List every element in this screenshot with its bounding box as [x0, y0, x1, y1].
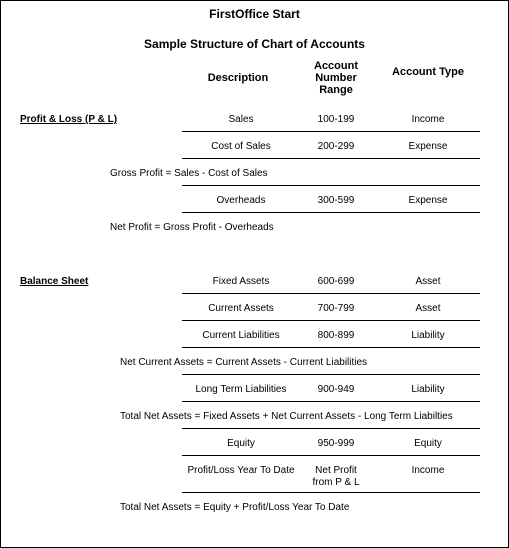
row-divider [182, 401, 480, 402]
bs-row-range: 800-899 [317, 330, 355, 341]
formula-net-current-assets: Net Current Assets = Current Assets - Current Liabilities [120, 357, 368, 368]
bs-row-range: 700-799 [317, 303, 355, 314]
bs-row-description: Current Assets [208, 303, 274, 314]
row-divider [182, 428, 480, 429]
formula-net-profit: Net Profit = Gross Profit - Overheads [110, 222, 274, 233]
column-header-account-type: Account Type [392, 66, 464, 78]
formula-total-net-assets-equity: Total Net Assets = Equity + Profit/Loss Year To Date [120, 502, 350, 513]
pl-row-description: Cost of Sales [211, 141, 271, 152]
section-label-balance-sheet: Balance Sheet [20, 276, 89, 287]
bs-row-description: Equity [227, 438, 255, 449]
bs-row-type: Income [411, 465, 445, 476]
row-divider [182, 455, 480, 456]
pl-row-description: Overheads [216, 195, 266, 206]
bs-row-type: Asset [415, 276, 441, 287]
row-divider [182, 158, 480, 159]
row-divider [182, 131, 480, 132]
row-divider [182, 374, 480, 375]
section-label-profit-loss: Profit & Loss (P & L) [20, 114, 118, 125]
bs-row-type: Equity [414, 438, 442, 449]
row-divider [182, 293, 480, 294]
bs-row-description: Current Liabilities [202, 330, 280, 341]
row-divider [182, 347, 480, 348]
bs-row-range: 950-999 [317, 438, 355, 449]
bs-row-description: Fixed Assets [212, 276, 270, 287]
bs-row-description: Profit/Loss Year To Date [187, 465, 295, 476]
page-title: FirstOffice Start [209, 7, 300, 21]
bs-row-type: Asset [415, 303, 441, 314]
page-subtitle: Sample Structure of Chart of Accounts [144, 37, 365, 51]
formula-total-net-assets: Total Net Assets = Fixed Assets + Net Current Assets - Long Term Liabilties [120, 411, 453, 422]
row-divider [182, 212, 480, 213]
column-header-description: Description [207, 72, 269, 84]
row-divider [182, 492, 480, 493]
row-divider [182, 185, 480, 186]
pl-row-range: 100-199 [317, 114, 355, 125]
pl-row-range: 200-299 [317, 141, 355, 152]
bs-row-type: Liability [411, 330, 445, 341]
pl-row-description: Sales [228, 114, 254, 125]
formula-gross-profit: Gross Profit = Sales - Cost of Sales [110, 168, 268, 179]
column-header-account-number-range: Account Number Range [314, 60, 358, 96]
bs-row-range: 600-699 [317, 276, 355, 287]
bs-row-type: Liability [411, 384, 445, 395]
bs-row-range: 900-949 [317, 384, 355, 395]
bs-row-range: Net Profit from P & L [312, 465, 360, 488]
pl-row-type: Expense [408, 195, 448, 206]
pl-row-type: Income [411, 114, 445, 125]
bs-row-description: Long Term Liabilities [195, 384, 287, 395]
pl-row-type: Expense [408, 141, 448, 152]
pl-row-range: 300-599 [317, 195, 355, 206]
row-divider [182, 320, 480, 321]
